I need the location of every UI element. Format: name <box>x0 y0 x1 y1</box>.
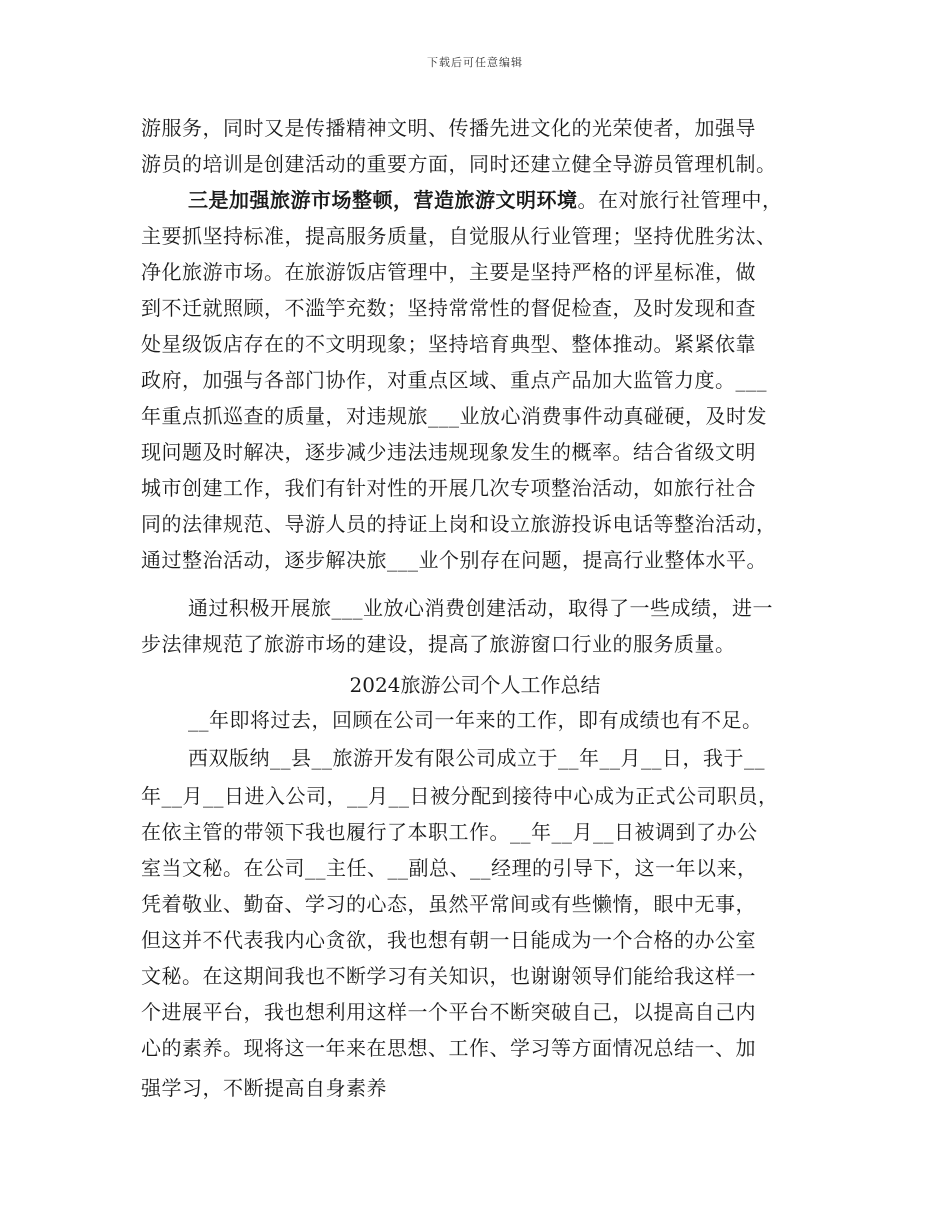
paragraph-line: 通过整治活动，逐步解决旅___业个别存在问题，提高行业整体水平。 <box>141 548 767 572</box>
paragraph-line: 在依主管的带领下我也履行了本职工作。__年__月__日被调到了办公 <box>141 820 758 844</box>
paragraph-line: 通过积极开展旅___业放心消费创建活动，取得了一些成绩，进一 <box>188 596 773 620</box>
document-title: 2024旅游公司个人工作总结 <box>349 673 601 697</box>
paragraph-line: 西双版纳__县__旅游开发有限公司成立于__年__月__日，我于__ <box>188 746 765 770</box>
paragraph-line: 强学习，不断提高自身素养 <box>141 1076 387 1100</box>
section-heading: 三是加强旅游市场整顿，营造旅游文明环境 <box>188 188 578 212</box>
paragraph-line: 文秘。在这期间我也不断学习有关知识，也谢谢领导们能给我这样一 <box>141 964 756 988</box>
page-header: 下载后可任意编辑 <box>427 56 523 69</box>
paragraph-line: 凭着敬业、勤奋、学习的心态，虽然平常间或有些懒惰，眼中无事， <box>141 892 756 916</box>
paragraph-line: 个进展平台，我也想利用这样一个平台不断突破自己，以提高自己内 <box>141 1000 756 1024</box>
paragraph-line: 室当文秘。在公司__主任、__副总、__经理的引导下，这一年以来， <box>141 856 758 880</box>
paragraph-line: 步法律规范了旅游市场的建设，提高了旅游窗口行业的服务质量。 <box>141 632 736 656</box>
paragraph-line: 城市创建工作，我们有针对性的开展几次专项整治活动，如旅行社合 <box>141 476 756 500</box>
paragraph-line: 到不迁就照顾，不滥竽充数；坚持常常性的督促检查，及时发现和查 <box>141 296 756 320</box>
paragraph-line <box>188 187 783 213</box>
paragraph-line: 主要抓坚持标准，提高服务质量，自觉服从行业管理；坚持优胜劣汰、 <box>141 224 777 248</box>
paragraph-line: 但这并不代表我内心贪欲，我也想有朝一日能成为一个合格的办公室 <box>141 928 756 952</box>
paragraph-line: 年重点抓巡查的质量，对违规旅___业放心消费事件动真碰硬，及时发 <box>141 404 767 428</box>
paragraph-line: 净化旅游市场。在旅游饭店管理中，主要是坚持严格的评星标准，做 <box>141 260 756 284</box>
paragraph-line: 游员的培训是创建活动的重要方面，同时还建立健全导游员管理机制。 <box>141 152 777 176</box>
paragraph-line: 游服务，同时又是传播精神文明、传播先进文化的光荣使者，加强导 <box>141 116 756 140</box>
paragraph-line: 心的素养。现将这一年来在思想、工作、学习等方面情况总结一、加 <box>141 1036 756 1060</box>
paragraph-line: 年__月__日进入公司，__月__日被分配到接待中心成为正式公司职员， <box>141 784 779 808</box>
paragraph-line: 政府，加强与各部门协作，对重点区域、重点产品加大监管力度。___ <box>141 368 767 392</box>
paragraph-text: 。在对旅行社管理中， <box>577 188 783 212</box>
paragraph-line: 现问题及时解决，逐步减少违法违规现象发生的概率。结合省级文明 <box>141 440 756 464</box>
paragraph-line: 处星级饭店存在的不文明现象；坚持培育典型、整体推动。紧紧依靠 <box>141 332 756 356</box>
paragraph-line: 同的法律规范、导游人员的持证上岗和设立旅游投诉电话等整治活动， <box>141 512 777 536</box>
paragraph-line: __年即将过去，回顾在公司一年来的工作，即有成绩也有不足。 <box>188 708 763 732</box>
